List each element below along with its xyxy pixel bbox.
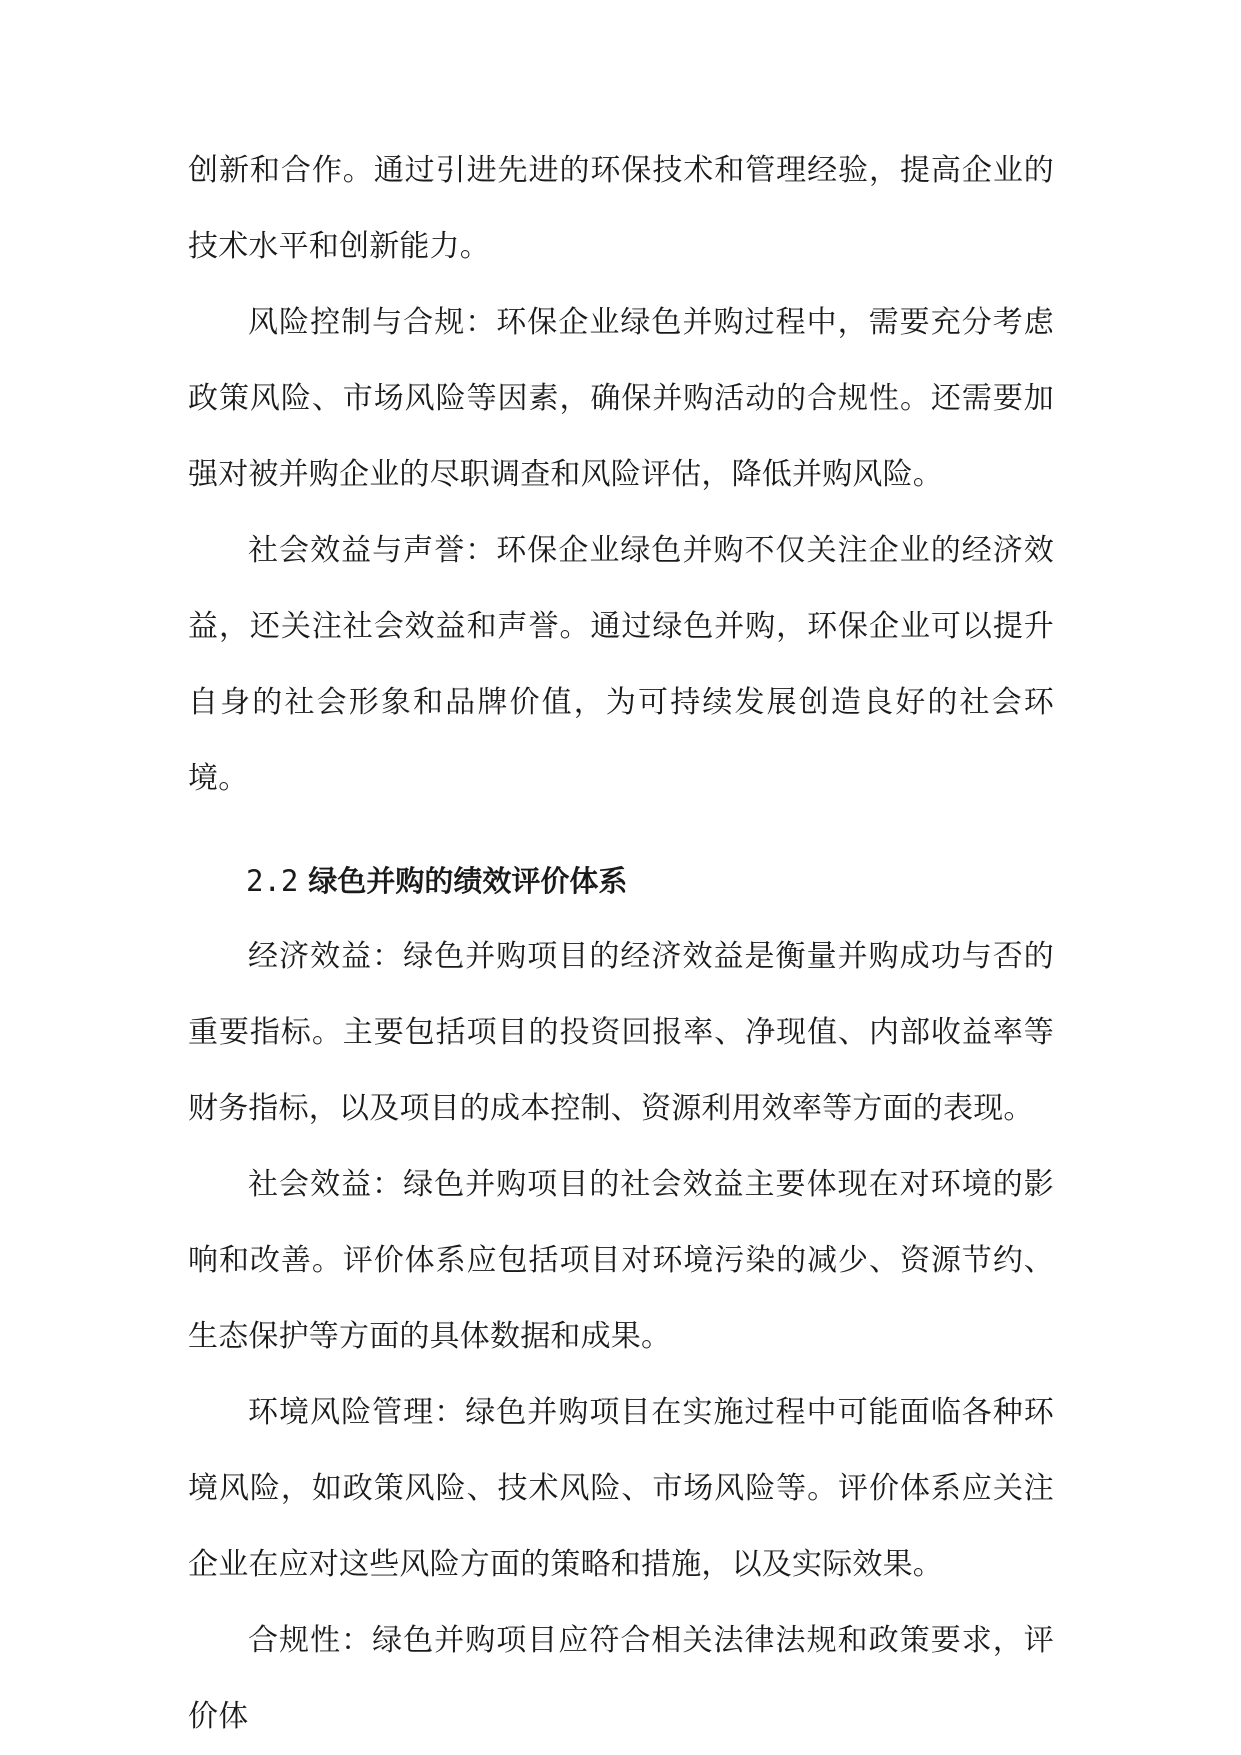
paragraph-economic-benefit: 经济效益：绿色并购项目的经济效益是衡量并购成功与否的重要指标。主要包括项目的投资回报率、净现值、内部收益率等财务指标，以及项目的成本控制、资源利用效率等方面的表现。 [188,939,1054,1126]
paragraph-risk-compliance: 风险控制与合规：环保企业绿色并购过程中，需要充分考虑政策风险、市场风险等因素，确保并购活动的合规性。还需要加强对被并购企业的尽职调查和风险评估，降低并购风险。 [188,305,1054,492]
section-heading [188,843,1054,919]
paragraph-social-reputation: 社会效益与声誉：环保企业绿色并购不仅关注企业的经济效益，还关注社会效益和声誉。通过绿色并购，环保企业可以提升自身的社会形象和品牌价值，为可持续发展创造良好的社会环境。 [188,533,1054,796]
paragraph-compliance: 合规性：绿色并购项目应符合相关法律法规和政策要求，评价体 [188,1623,1054,1734]
section-number: 2.2 [246,864,299,898]
section-title: 绿色并购的绩效评价体系 [308,864,628,898]
paragraph-environmental-risk: 环境风险管理：绿色并购项目在实施过程中可能面临各种环境风险，如政策风险、技术风险、市场风险等。评价体系应关注企业在应对这些风险方面的策略和措施，以及实际效果。 [188,1395,1054,1582]
paragraph-social-benefit: 社会效益：绿色并购项目的社会效益主要体现在对环境的影响和改善。评价体系应包括项目对环境污染的减少、资源节约、生态保护等方面的具体数据和成果。 [188,1167,1054,1354]
document-body [188,133,1054,1755]
paragraph-continuation: 创新和合作。通过引进先进的环保技术和管理经验，提高企业的技术水平和创新能力。 [188,153,1054,264]
